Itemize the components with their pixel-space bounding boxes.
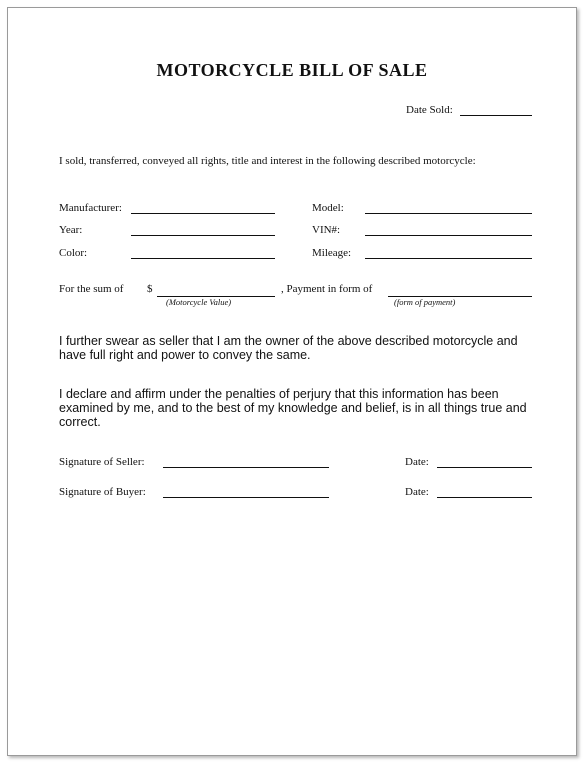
buyer-signature-label: Signature of Buyer: — [59, 486, 146, 498]
color-label: Color: — [59, 247, 88, 259]
sum-label: For the sum of — [59, 283, 124, 295]
document-title: MOTORCYCLE BILL OF SALE — [156, 60, 428, 80]
seller-signature-line — [163, 467, 329, 468]
seller-signature-label: Signature of Seller: — [59, 456, 145, 468]
manufacturer-line — [131, 213, 275, 214]
intro-text: I sold, transferred, conveyed all rights, title and interest in the following described motorcycle: — [59, 155, 476, 167]
year-label: Year: — [59, 224, 83, 236]
ownership-statement: I further swear as seller that I am the owner of the above described motorcycle and have full right and power to convey the same. — [59, 334, 518, 362]
model-field[interactable] — [365, 199, 532, 213]
perjury-statement: I declare and affirm under the penalties of perjury that this information has been examined by me, and to the best of my knowledge and belief, is in all things true and correct. — [59, 387, 527, 429]
date-sold-line — [460, 115, 532, 116]
mileage-line — [365, 258, 532, 259]
seller-signature-field[interactable] — [163, 453, 329, 467]
payment-form-field[interactable] — [388, 282, 532, 296]
manufacturer-label: Manufacturer: — [59, 202, 122, 214]
color-line — [131, 258, 275, 259]
buyer-date-field[interactable] — [437, 483, 532, 497]
year-line — [131, 235, 275, 236]
motorcycle-value-field[interactable] — [157, 282, 275, 296]
payment-form-caption: (form of payment) — [394, 297, 456, 307]
buyer-signature-line — [163, 497, 329, 498]
vin-label: VIN#: — [312, 224, 341, 236]
buyer-date-line — [437, 497, 532, 498]
motorcycle-value-caption: (Motorcycle Value) — [166, 297, 232, 307]
vin-field[interactable] — [365, 221, 532, 235]
document-page — [7, 7, 577, 756]
date-sold-label: Date Sold: — [406, 104, 453, 116]
payment-form-label: , Payment in form of — [281, 283, 373, 295]
seller-date-line — [437, 467, 532, 468]
vin-line — [365, 235, 532, 236]
seller-date-field[interactable] — [437, 453, 532, 467]
model-label: Model: — [312, 202, 344, 214]
mileage-label: Mileage: — [312, 247, 352, 259]
model-line — [365, 213, 532, 214]
manufacturer-field[interactable] — [131, 199, 275, 213]
seller-date-label: Date: — [405, 456, 429, 468]
buyer-date-label: Date: — [405, 486, 429, 498]
currency-symbol: $ — [147, 283, 153, 295]
date-sold-field[interactable] — [460, 101, 532, 115]
year-field[interactable] — [131, 221, 275, 235]
color-field[interactable] — [131, 244, 275, 258]
mileage-field[interactable] — [365, 244, 532, 258]
buyer-signature-field[interactable] — [163, 483, 329, 497]
